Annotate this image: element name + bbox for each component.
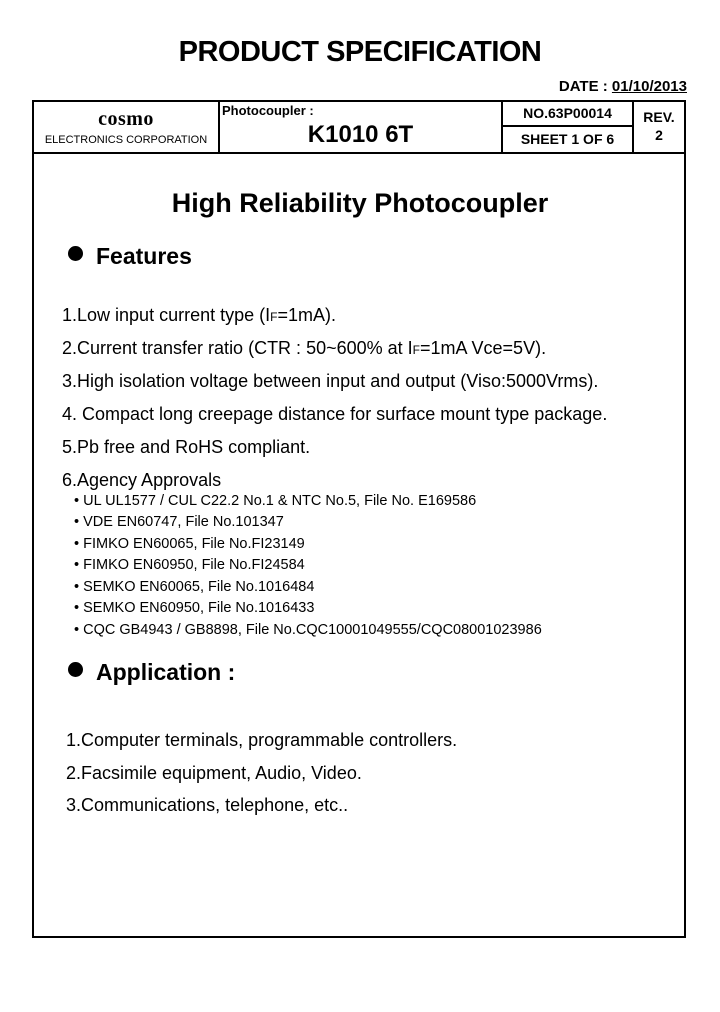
company-logo: cosmo [98, 108, 154, 130]
part-label: Photocoupler : [222, 103, 314, 118]
document-date [559, 78, 687, 95]
page-heading: High Reliability Photocoupler [171, 188, 549, 218]
approval-item: • SEMKO EN60065, File No.1016484 [74, 579, 315, 595]
application-item: 3.Communications, telephone, etc.. [66, 795, 349, 815]
features-section-title: Features [68, 243, 192, 270]
part-cell [220, 102, 503, 152]
feature-1: 1.Low input current type (IF=1mA). [62, 305, 336, 325]
feature-3: 3.High isolation voltage between input and output (Viso:5000Vrms). [62, 371, 599, 391]
approval-item: • UL UL1577 / CUL C22.2 No.1 & NTC No.5, File No. E169586 [74, 493, 477, 509]
bullet-icon [68, 246, 83, 261]
company-cell [34, 102, 220, 152]
revision-cell [634, 102, 684, 152]
document-title: PRODUCT SPECIFICATION [178, 36, 542, 68]
approval-item: • VDE EN60747, File No.101347 [74, 514, 284, 530]
approval-item: • FIMKO EN60065, File No.FI23149 [74, 536, 305, 552]
feature-6: 6.Agency Approvals [62, 470, 222, 490]
approval-item: • SEMKO EN60950, File No.1016433 [74, 600, 315, 616]
application-item: 2.Facsimile equipment, Audio, Video. [66, 763, 362, 783]
feature-2: 2.Current transfer ratio (CTR : 50~600% at IF=1mA Vce=5V). [62, 338, 547, 358]
sheet-count: SHEET 1 OF 6 [503, 127, 634, 152]
approval-item: • CQC GB4943 / GB8898, File No.CQC10001049555/CQC08001023986 [74, 622, 542, 638]
part-number: K1010 6T [307, 121, 414, 148]
rev-value: 2 [655, 127, 663, 143]
feature-5: 5.Pb free and RoHS compliant. [62, 437, 311, 457]
date-label: DATE : [558, 78, 608, 95]
bullet-icon [68, 662, 83, 677]
date-value: 01/10/2013 [611, 78, 687, 95]
company-name: ELECTRONICS CORPORATION [44, 134, 208, 146]
approval-item: • FIMKO EN60950, File No.FI24584 [74, 557, 305, 573]
application-item: 1.Computer terminals, programmable controllers. [66, 730, 458, 750]
header-table [32, 100, 686, 154]
application-section-title: Application : [68, 659, 235, 686]
feature-4: 4. Compact long creepage distance for surface mount type package. [62, 404, 608, 424]
doc-number: NO.63P00014 [503, 102, 634, 127]
rev-label: REV. [643, 109, 675, 125]
